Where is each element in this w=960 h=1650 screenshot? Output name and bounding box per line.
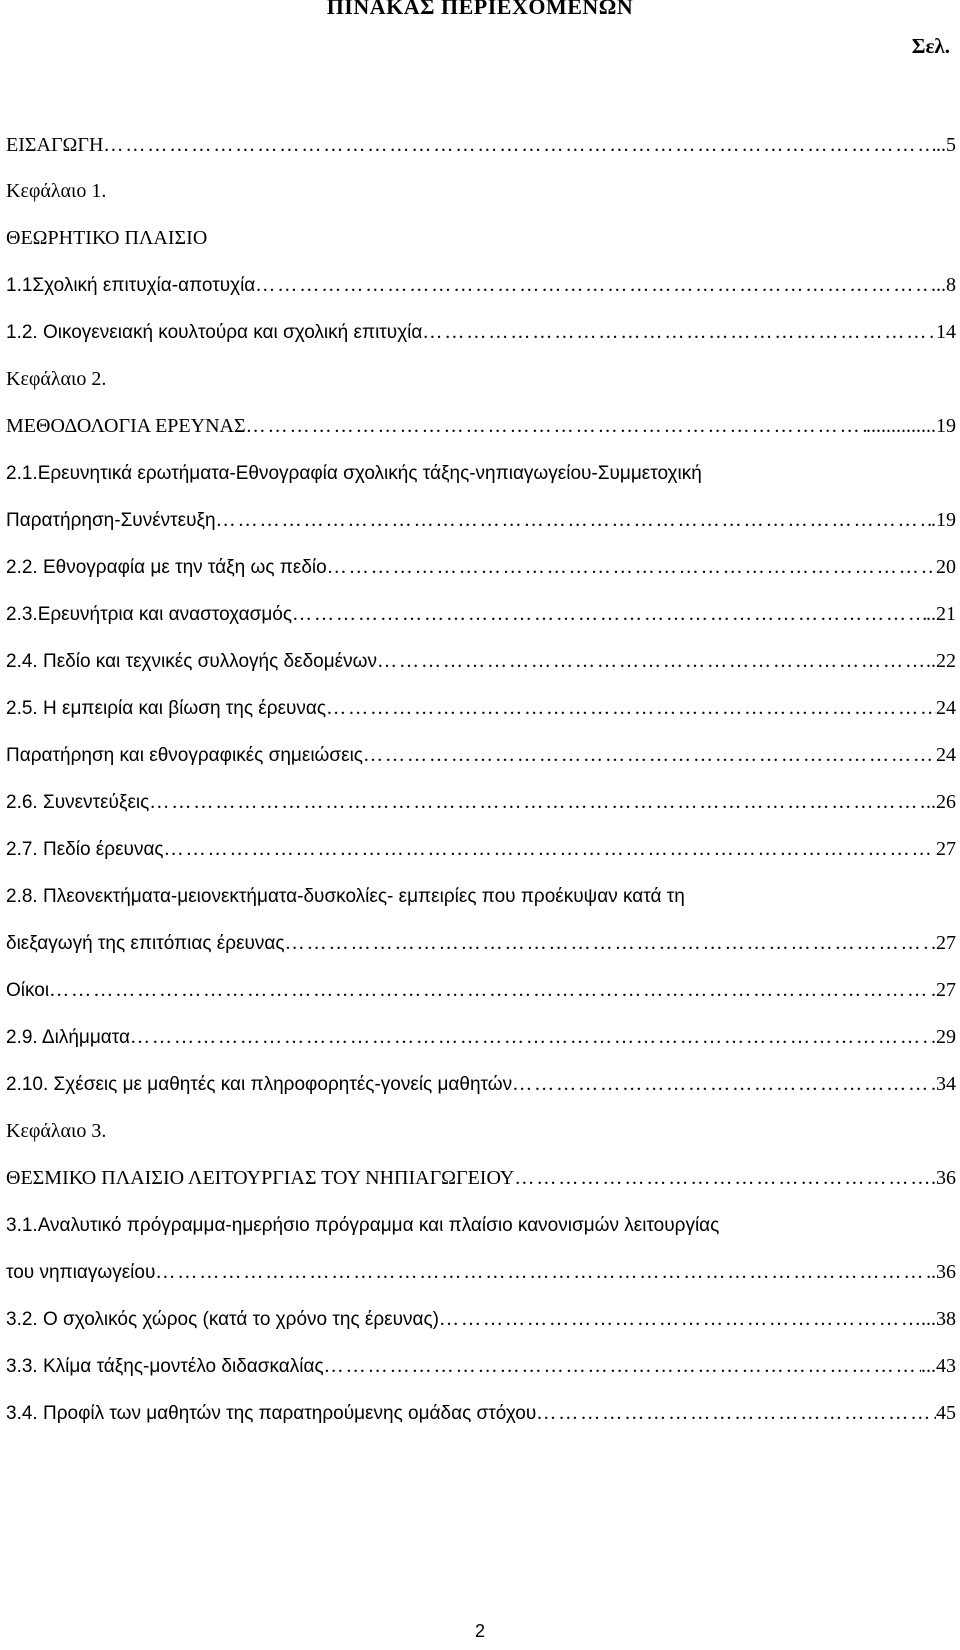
toc-entry-page: .27 [931,979,956,1001]
toc-entry-text: ΘΕΣΜΙΚΟ ΠΛΑΙΣΙΟ ΛΕΙΤΟΥΡΓΙΑΣ ΤΟΥ ΝΗΠΙΑΓΩΓΕΙΟΥ [6,1167,515,1189]
toc-entry[interactable] [6,1163,956,1193]
page-number: 2 [474,1621,485,1641]
toc-entry-text: Κεφάλαιο 2. [6,368,107,390]
toc-entry[interactable] [6,1351,956,1381]
toc-entry-text: 2.2. Εθνογραφία με την τάξη ως πεδίο [6,557,327,578]
toc-entry-page: ..5 [936,134,956,156]
toc-entry-page: .19 [931,509,956,531]
chapter-label [6,364,956,394]
dot-leader [149,787,926,817]
toc-entry-page: ..21 [926,603,956,625]
toc-entry-page: 24 [936,697,956,719]
toc-entry-page: ..26 [926,791,956,813]
toc-entry-text: 1.1Σχολική επιτυχία-αποτυχία [6,275,256,296]
toc-entry-text: 2.9. Διλήμματα [6,1027,131,1048]
dot-leader [292,599,926,629]
toc-entry[interactable] [6,505,956,535]
toc-entry-page: ...38 [921,1308,956,1330]
toc-entry-page: .36 [931,1261,956,1283]
toc-entry-text: Κεφάλαιο 1. [6,180,107,202]
toc-entry-text: 1.2. Οικογενειακή κουλτούρα και σχολική επιτυχία [6,322,423,343]
toc-entry[interactable] [6,552,956,582]
toc-entry[interactable] [6,1398,956,1428]
dot-leader [103,130,936,160]
toc-entry[interactable] [6,881,956,911]
toc-entry[interactable] [6,317,956,347]
toc-entry-text: διεξαγωγή της επιτόπιας έρευνας [6,933,285,954]
toc-entry-page: ...8 [931,274,956,296]
toc-entry-text: 3.3. Κλίμα τάξης-μοντέλο διδασκαλίας [6,1356,324,1377]
toc-entry-text: του νηπιαγωγείου [6,1262,156,1283]
dot-leader [512,1069,931,1099]
toc-entry-text: 3.1.Αναλυτικό πρόγραμμα-ημερήσιο πρόγραμμα και πλαίσιο κανονισμών λειτουργίας [6,1215,720,1236]
dot-leader [536,1398,936,1428]
dot-leader [363,740,936,770]
toc-entry[interactable] [6,1069,956,1099]
toc-entry-text: 2.5. Η εμπειρία και βίωση της έρευνας [6,698,327,719]
dot-leader [422,317,936,347]
dot-leader [326,693,936,723]
dot-leader [439,1304,921,1334]
dot-leader [216,505,931,535]
dot-leader [514,1163,931,1193]
toc-entry[interactable] [6,599,956,629]
page-column-label: Σελ. [911,34,950,58]
toc-entry[interactable] [6,740,956,770]
toc-entry[interactable] [6,693,956,723]
toc-entry-text: 2.7. Πεδίο έρευνας [6,839,164,860]
dot-leader [285,928,931,958]
toc-entry-page: ...43 [921,1355,956,1377]
toc-entry-text: 2.1.Ερευνητικά ερωτήματα-Εθνογραφία σχολικής τάξης-νηπιαγωγείου-Συμμετοχική [6,463,702,484]
toc-entry-text: ΘΕΩΡΗΤΙΚΟ ΠΛΑΙΣΙΟ [6,227,208,249]
toc-entry-page: .29 [931,1026,956,1048]
toc-entry[interactable] [6,787,956,817]
toc-entry-text: 3.4. Προφίλ των μαθητών της παρατηρούμενης ομάδας στόχου [6,1403,537,1424]
toc-entry-text: ΕΙΣΑΓΩΓΗ [6,134,104,156]
toc-entry-page: 45 [936,1402,956,1424]
toc-entry[interactable] [6,928,956,958]
toc-entry-text: 2.10. Σχέσεις με μαθητές και πληροφορητές-γονείς μαθητών [6,1074,513,1095]
toc-entry-page: .36 [931,1167,956,1189]
toc-entry[interactable] [6,130,956,160]
chapter-heading [6,223,956,253]
toc-entry[interactable] [6,646,956,676]
toc-entry[interactable] [6,1022,956,1052]
chapter-label [6,176,956,206]
toc-entry-text: 2.8. Πλεονεκτήματα-μειονεκτήματα-δυσκολίες- εμπειρίες που προέκυψαν κατά τη [6,886,685,907]
toc-entry[interactable] [6,1304,956,1334]
toc-entry-page: 27 [936,838,956,860]
dot-leader [324,1351,921,1381]
dot-leader [255,270,931,300]
toc-entry-text: 2.3.Ερευνήτρια και αναστοχασμός [6,604,292,625]
toc-entry[interactable] [6,411,956,441]
toc-entry-text: Παρατήρηση και εθνογραφικές σημειώσεις [6,745,363,766]
toc-entry[interactable] [6,270,956,300]
dot-leader [377,646,926,676]
toc-entry-page: 24 [936,744,956,766]
dot-leader [164,834,936,864]
toc-entry-text: 3.2. Ο σχολικός χώρος (κατά το χρόνο της έρευνας) [6,1309,439,1330]
toc-entry[interactable] [6,975,956,1005]
toc-entry[interactable] [6,458,956,488]
dot-leader [246,411,866,441]
dot-leader [130,1022,931,1052]
toc-entry-page: ..22 [926,650,956,672]
toc-title: ΠΙΝΑΚΑΣ ΠΕΡΙΕΧΟΜΕΝΩΝ [326,0,634,19]
toc-entry-page: ..............19 [866,415,956,437]
dot-leader [155,1257,931,1287]
toc-entry-text: 2.4. Πεδίο και τεχνικές συλλογής δεδομένων [6,651,377,672]
toc-entry-text: 2.6. Συνεντεύξεις [6,792,150,813]
dot-leader [49,975,931,1005]
toc-entry-page: 20 [936,556,956,578]
toc-entry-text: Οίκοι [6,980,50,1001]
dot-leader [327,552,936,582]
toc-entry-text: Κεφάλαιο 3. [6,1120,107,1142]
toc-entry-page: 14 [936,321,956,343]
toc-entry[interactable] [6,1257,956,1287]
toc-entry-text: ΜΕΘΟΔΟΛΟΓΙΑ ΕΡΕΥΝΑΣ [6,415,246,437]
chapter-label [6,1116,956,1146]
toc-entry-text: Παρατήρηση-Συνέντευξη [6,510,216,531]
toc-entry[interactable] [6,1210,956,1240]
toc-entry-page: .34 [931,1073,956,1095]
toc-entry-page: .27 [931,932,956,954]
toc-entry[interactable] [6,834,956,864]
